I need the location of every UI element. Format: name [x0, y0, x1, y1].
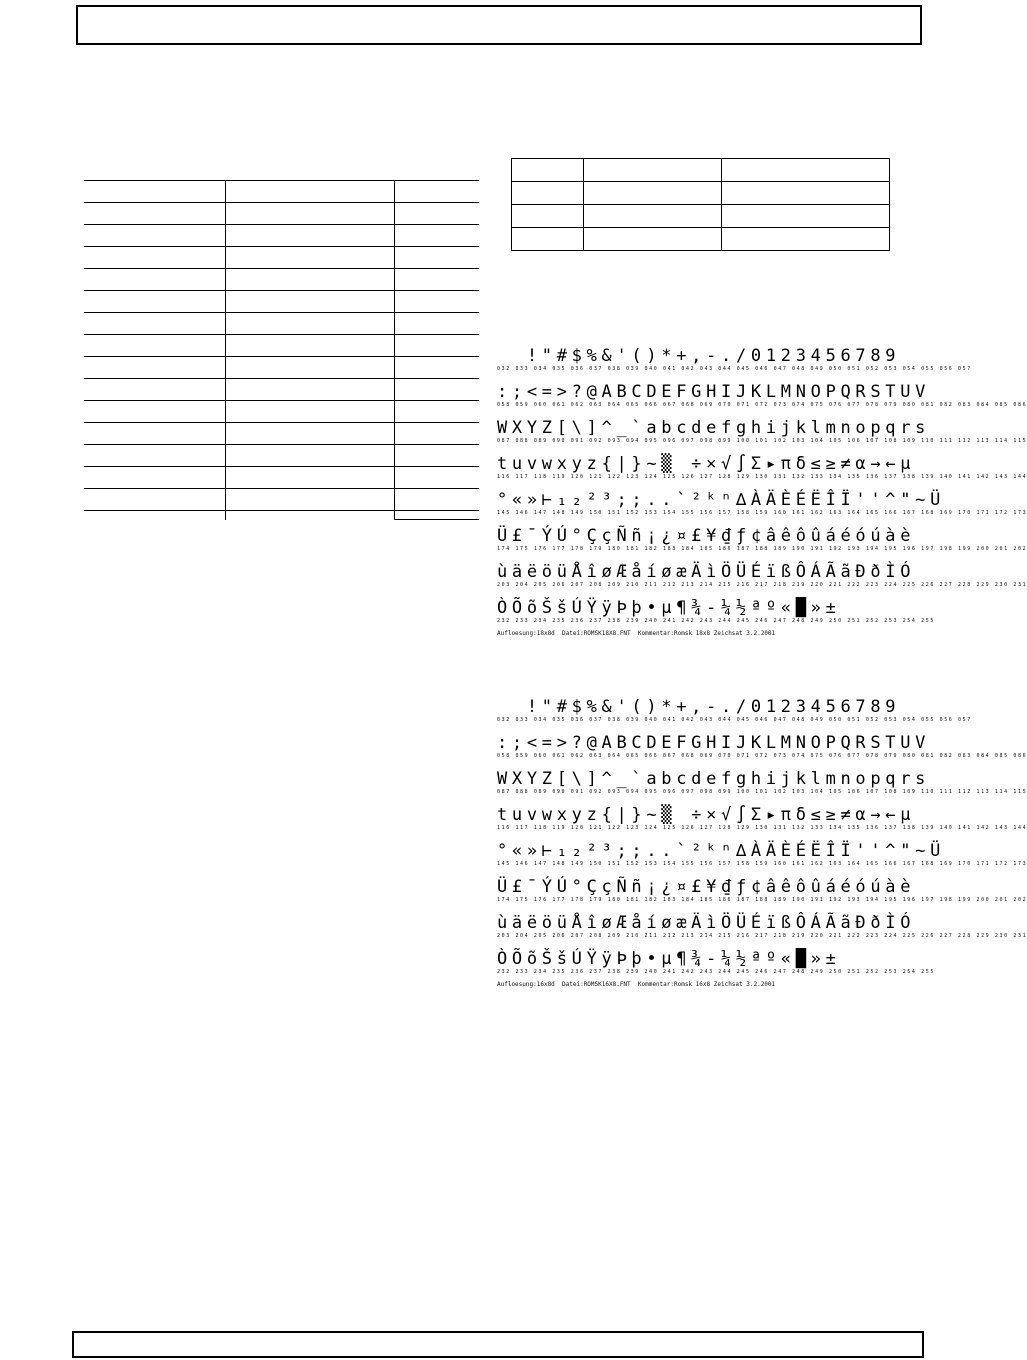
table-cell [84, 445, 226, 467]
table-cell [226, 291, 395, 313]
table-cell [226, 379, 395, 401]
table-row [84, 489, 479, 511]
table-row [84, 269, 479, 291]
table-cell [226, 357, 395, 379]
table-row [84, 511, 479, 520]
charset-glyphs: °«»⊢₁₂²³;;..`²ᵏⁿ∆ÀÄÈÉËÎÏ''^"~Ü [497, 490, 946, 510]
charset-codes: 058 059 060 061 062 063 064 065 066 067 068 069 070 071 072 073 074 075 076 077 078 079 080 081 082 083 084 085 086 [497, 402, 1027, 408]
charset-row [497, 949, 935, 985]
table-cell [395, 225, 480, 247]
table-cell [84, 423, 226, 445]
charset-row [497, 454, 1027, 490]
character-set-sample-1 [497, 346, 1027, 638]
table-row [512, 182, 890, 205]
table-cell [512, 182, 584, 205]
charset-codes: 174 175 176 177 178 179 180 181 182 183 184 185 186 187 188 189 190 191 192 193 194 195 196 197 198 199 200 201 202 [497, 546, 1027, 552]
charset-glyphs: WXYZ[\]^_`abcdefghijklmnopqrs [497, 769, 931, 789]
page-header-box [76, 5, 922, 45]
charset-caption: Aufloesung:16x8d Datei:ROMSK16X8.FNT Kommentar:Romsk 16x8 Zeichsat 3.2.2001 [497, 981, 776, 988]
table-cell [226, 511, 395, 520]
table-cell [512, 159, 584, 182]
table-cell [395, 181, 480, 203]
table-cell [84, 357, 226, 379]
charset-codes: 087 088 089 090 091 092 093 094 095 096 097 098 099 100 101 102 103 104 105 106 107 108 109 110 111 112 113 114 115 [497, 438, 1027, 444]
table-cell [226, 247, 395, 269]
table-row [84, 379, 479, 401]
table-row [84, 313, 479, 335]
charset-caption: Aufloesung:18x8d Datei:ROMSK18X8.FNT Kommentar:Romsk 18x8 Zeichsat 3.2.2001 [497, 630, 776, 637]
charset-glyphs: :;<=>?@ABCDEFGHIJKLMNOPQRSTUV [497, 733, 931, 753]
charset-glyphs: tuvwxyz{|}~▒ ÷×√∫Σ▸πδ≤≥≠α→←µ [497, 805, 916, 825]
charset-glyphs: Ü£¯ÝÚ°ÇçÑñ¡¿¤£¥₫ƒ¢âêôûáéóúàè [497, 877, 916, 897]
table-row [512, 205, 890, 228]
table-cell [84, 467, 226, 489]
charset-glyphs: ùäëöüÅîøÆåíøæÄìÖÜÉïßÔÁÃãÐðÌÓ [497, 562, 916, 582]
table-row [84, 357, 479, 379]
charset-row [497, 418, 1027, 454]
table-cell [395, 401, 480, 423]
table-row [84, 423, 479, 445]
page-footer-box [72, 1331, 924, 1358]
table-cell [395, 489, 480, 511]
charset-glyphs: ùäëöüÅîøÆåíøæÄìÖÜÉïßÔÁÃãÐðÌÓ [497, 913, 916, 933]
table-cell [84, 269, 226, 291]
table-cell [721, 182, 889, 205]
table-cell [721, 228, 889, 251]
table-row [84, 467, 479, 489]
charset-row [497, 562, 1027, 598]
charset-glyphs: WXYZ[\]^_`abcdefghijklmnopqrs [497, 418, 931, 438]
table-row [84, 291, 479, 313]
table-row [84, 335, 479, 357]
charset-codes: 116 117 118 119 120 121 122 123 124 125 126 127 128 129 130 131 132 133 134 135 136 137 138 139 140 141 142 143 144 [497, 825, 1027, 831]
table-cell [226, 225, 395, 247]
table-cell [84, 225, 226, 247]
table-cell [84, 181, 226, 203]
table-cell [583, 228, 721, 251]
table-cell [395, 511, 480, 520]
charset-glyphs: ÒÕõŠšÚŸÿÞþ•µ¶¾-¼½ªº«█»± [497, 598, 841, 618]
charset-row [497, 598, 935, 634]
table-cell [512, 205, 584, 228]
table-cell [583, 205, 721, 228]
charset-codes: 232 233 234 235 236 237 238 239 240 241 242 243 244 245 246 247 248 249 250 251 252 253 254 255 [497, 969, 935, 975]
charset-codes: 058 059 060 061 062 063 064 065 066 067 068 069 070 071 072 073 074 075 076 077 078 079 080 081 082 083 084 085 086 [497, 753, 1027, 759]
table-cell [583, 182, 721, 205]
table-cell [84, 401, 226, 423]
table-cell [395, 467, 480, 489]
table-row [84, 225, 479, 247]
charset-glyphs: Ü£¯ÝÚ°ÇçÑñ¡¿¤£¥₫ƒ¢âêôûáéóúàè [497, 526, 916, 546]
table-cell [395, 313, 480, 335]
charset-codes: 232 233 234 235 236 237 238 239 240 241 242 243 244 245 246 247 248 249 250 251 252 253 254 255 [497, 618, 935, 624]
table-cell [84, 291, 226, 313]
table-cell [84, 335, 226, 357]
charset-glyphs: :;<=>?@ABCDEFGHIJKLMNOPQRSTUV [497, 382, 931, 402]
table-cell [226, 181, 395, 203]
charset-codes: 203 204 205 206 207 208 209 210 211 212 213 214 215 216 217 218 219 220 221 222 223 224 225 226 227 228 229 230 231 [497, 933, 1027, 939]
table-cell [395, 357, 480, 379]
table-cell [84, 489, 226, 511]
right-empty-table [511, 158, 890, 251]
table-row [84, 203, 479, 225]
charset-codes: 032 033 034 035 036 037 038 039 040 041 042 043 044 045 046 047 048 049 050 051 052 053 054 055 056 057 [497, 366, 972, 372]
table-cell [84, 379, 226, 401]
charset-glyphs: !"#$%&'()*+,-./0123456789 [497, 697, 901, 717]
charset-glyphs: ÒÕõŠšÚŸÿÞþ•µ¶¾-¼½ªº«█»± [497, 949, 841, 969]
charset-codes: 174 175 176 177 178 179 180 181 182 183 184 185 186 187 188 189 190 191 192 193 194 195 196 197 198 199 200 201 202 [497, 897, 1027, 903]
charset-glyphs: °«»⊢₁₂²³;;..`²ᵏⁿ∆ÀÄÈÉËÎÏ''^"~Ü [497, 841, 946, 861]
table-row [84, 181, 479, 203]
table-cell [226, 269, 395, 291]
table-cell [226, 489, 395, 511]
table-cell [84, 247, 226, 269]
charset-row [497, 841, 1027, 877]
charset-glyphs: !"#$%&'()*+,-./0123456789 [497, 346, 901, 366]
table-cell [395, 379, 480, 401]
table-cell [84, 203, 226, 225]
table-cell [395, 247, 480, 269]
charset-row [497, 805, 1027, 841]
table-row [84, 247, 479, 269]
table-cell [395, 269, 480, 291]
table-cell [84, 511, 226, 520]
table-cell [226, 467, 395, 489]
table-cell [583, 159, 721, 182]
table-row [84, 445, 479, 467]
table-cell [395, 291, 480, 313]
table-cell [226, 401, 395, 423]
table-cell [226, 313, 395, 335]
table-cell [226, 203, 395, 225]
charset-codes: 116 117 118 119 120 121 122 123 124 125 126 127 128 129 130 131 132 133 134 135 136 137 138 139 140 141 142 143 144 [497, 474, 1027, 480]
table-cell [512, 228, 584, 251]
table-cell [226, 423, 395, 445]
character-set-sample-2 [497, 697, 1027, 989]
table-cell [395, 335, 480, 357]
table-cell [721, 205, 889, 228]
table-cell [226, 335, 395, 357]
charset-row [497, 490, 1027, 526]
charset-codes: 087 088 089 090 091 092 093 094 095 096 097 098 099 100 101 102 103 104 105 106 107 108 109 110 111 112 113 114 115 [497, 789, 1027, 795]
table-cell [84, 313, 226, 335]
charset-row [497, 697, 972, 733]
charset-codes: 032 033 034 035 036 037 038 039 040 041 042 043 044 045 046 047 048 049 050 051 052 053 054 055 056 057 [497, 717, 972, 723]
charset-row [497, 346, 972, 382]
table-cell [395, 203, 480, 225]
charset-codes: 145 146 147 148 149 150 151 152 153 154 155 156 157 158 159 160 161 162 163 164 165 166 167 168 169 170 171 172 173 [497, 861, 1027, 867]
charset-row [497, 382, 1027, 418]
table-cell [395, 445, 480, 467]
table-row [84, 401, 479, 423]
table-cell [226, 445, 395, 467]
charset-codes: 145 146 147 148 149 150 151 152 153 154 155 156 157 158 159 160 161 162 163 164 165 166 167 168 169 170 171 172 173 [497, 510, 1027, 516]
table-cell [395, 423, 480, 445]
table-cell [721, 159, 889, 182]
table-row [512, 159, 890, 182]
charset-row [497, 877, 1027, 913]
charset-row [497, 769, 1027, 805]
table-row [512, 228, 890, 251]
charset-row [497, 913, 1027, 949]
charset-row [497, 733, 1027, 769]
charset-glyphs: tuvwxyz{|}~▒ ÷×√∫Σ▸πδ≤≥≠α→←µ [497, 454, 916, 474]
left-empty-table [84, 180, 479, 520]
charset-codes: 203 204 205 206 207 208 209 210 211 212 213 214 215 216 217 218 219 220 221 222 223 224 225 226 227 228 229 230 231 [497, 582, 1027, 588]
charset-row [497, 526, 1027, 562]
